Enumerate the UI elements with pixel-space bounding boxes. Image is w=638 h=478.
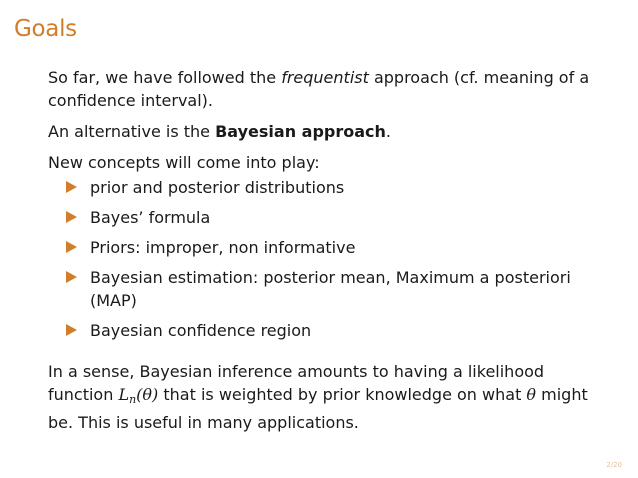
math-likelihood: [118, 385, 158, 404]
list-item-text: Bayesian confidence region: [90, 321, 312, 340]
slide-title: Goals: [14, 16, 77, 42]
triangle-right-icon: [66, 271, 77, 283]
paragraph-new-concepts: New concepts will come into play:: [48, 153, 320, 172]
text-span: In a sense, Bayesian inference amounts to having a likelihood function: [48, 362, 545, 404]
text-span: approach (cf. meaning of a confidence interval).: [48, 68, 590, 110]
text-span: An alternative is the: [48, 122, 216, 141]
math-symbol-L: L: [118, 385, 130, 404]
text-span: So far, we have followed the: [48, 68, 282, 87]
strong-bayesian-approach: Bayesian approach: [215, 122, 386, 141]
math-subscript: n: [129, 393, 137, 406]
concept-list: [48, 176, 596, 342]
page-number: 2/20: [606, 461, 622, 469]
slide-content: [48, 66, 596, 442]
list-item: [48, 236, 596, 259]
triangle-right-icon: [66, 211, 77, 223]
text-span: that is weighted by prior knowledge on what: [158, 385, 527, 404]
list-item-text: Priors: improper, non informative: [90, 238, 356, 257]
list-item-text: prior and posterior distributions: [90, 178, 345, 197]
math-argument: (θ): [136, 385, 159, 404]
list-item-text: Bayes’ formula: [90, 208, 211, 227]
list-item: [48, 206, 596, 229]
text-span: .: [385, 122, 392, 141]
paragraph-alternative: [48, 120, 596, 143]
paragraph-likelihood: [48, 360, 596, 434]
emphasis-frequentist: frequentist: [281, 68, 369, 87]
triangle-right-icon: [66, 324, 77, 336]
paragraph-frequentist: [48, 66, 596, 112]
list-item: [48, 266, 596, 312]
list-item: [48, 319, 596, 342]
math-theta: θ: [526, 385, 537, 404]
list-item: [48, 176, 596, 199]
list-item-text: Bayesian estimation: posterior mean, Maximum a posteriori (MAP): [90, 268, 571, 310]
triangle-right-icon: [66, 181, 77, 193]
triangle-right-icon: [66, 241, 77, 253]
text-span: might be. This is useful in many applications.: [48, 385, 588, 432]
